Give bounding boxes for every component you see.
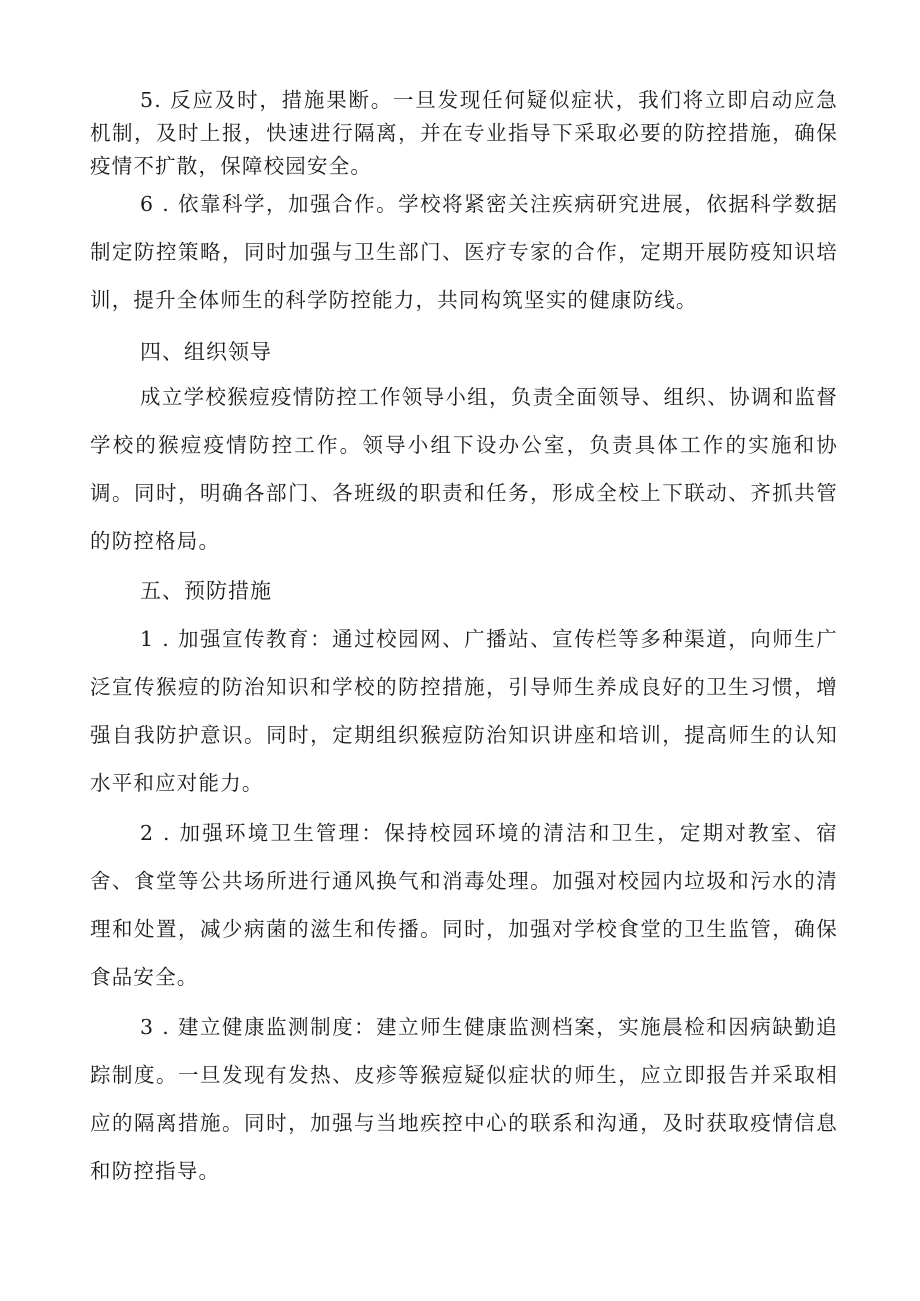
paragraph-measure-2: 2 . 加强环境卫生管理：保持校园环境的清洁和卫生，定期对教室、宿舍、食堂等公共场所进行通风换气和消毒处理。加强对校园内垃圾和污水的清理和处置，减少病菌的滋生和传播。同时，加强对学校食堂的卫生监管，确保食品安全。	[90, 821, 838, 989]
paragraph-organization: 成立学校猴痘疫情防控工作领导小组，负责全面领导、组织、协调和监督学校的猴痘疫情防控工作。领导小组下设办公室，负责具体工作的实施和协调。同时，明确各部门、各班级的职责和任务，形成全校上下联动、齐抓共管的防控格局。	[90, 385, 838, 553]
paragraph-item-6: 6 . 依靠科学，加强合作。学校将紧密关注疾病研究进展，依据科学数据制定防控策略，同时加强与卫生部门、医疗专家的合作，定期开展防疫知识培训，提升全体师生的科学防控能力，共同构筑坚实的健康防线。	[90, 192, 838, 312]
section-heading-organization: 四、组织领导	[140, 340, 272, 364]
section-heading-prevention: 五、预防措施	[140, 579, 272, 603]
paragraph-measure-1: 1 . 加强宣传教育：通过校园网、广播站、宣传栏等多种渠道，向师生广泛宣传猴痘的防治知识和学校的防控措施，引导师生养成良好的卫生习惯，增强自我防护意识。同时，定期组织猴痘防治知识讲座和培训，提高师生的认知水平和应对能力。	[90, 627, 838, 795]
paragraph-item-5: 5. 反应及时，措施果断。一旦发现任何疑似症状，我们将立即启动应急机制，及时上报，快速进行隔离，并在专业指导下采取必要的防控措施，确保疫情不扩散，保障校园安全。	[90, 88, 838, 178]
paragraph-measure-3: 3 . 建立健康监测制度：建立师生健康监测档案，实施晨检和因病缺勤追踪制度。一旦发现有发热、皮疹等猴痘疑似症状的师生，应立即报告并采取相应的隔离措施。同时，加强与当地疾控中心的联系和沟通，及时获取疫情信息和防控指导。	[90, 1015, 838, 1183]
